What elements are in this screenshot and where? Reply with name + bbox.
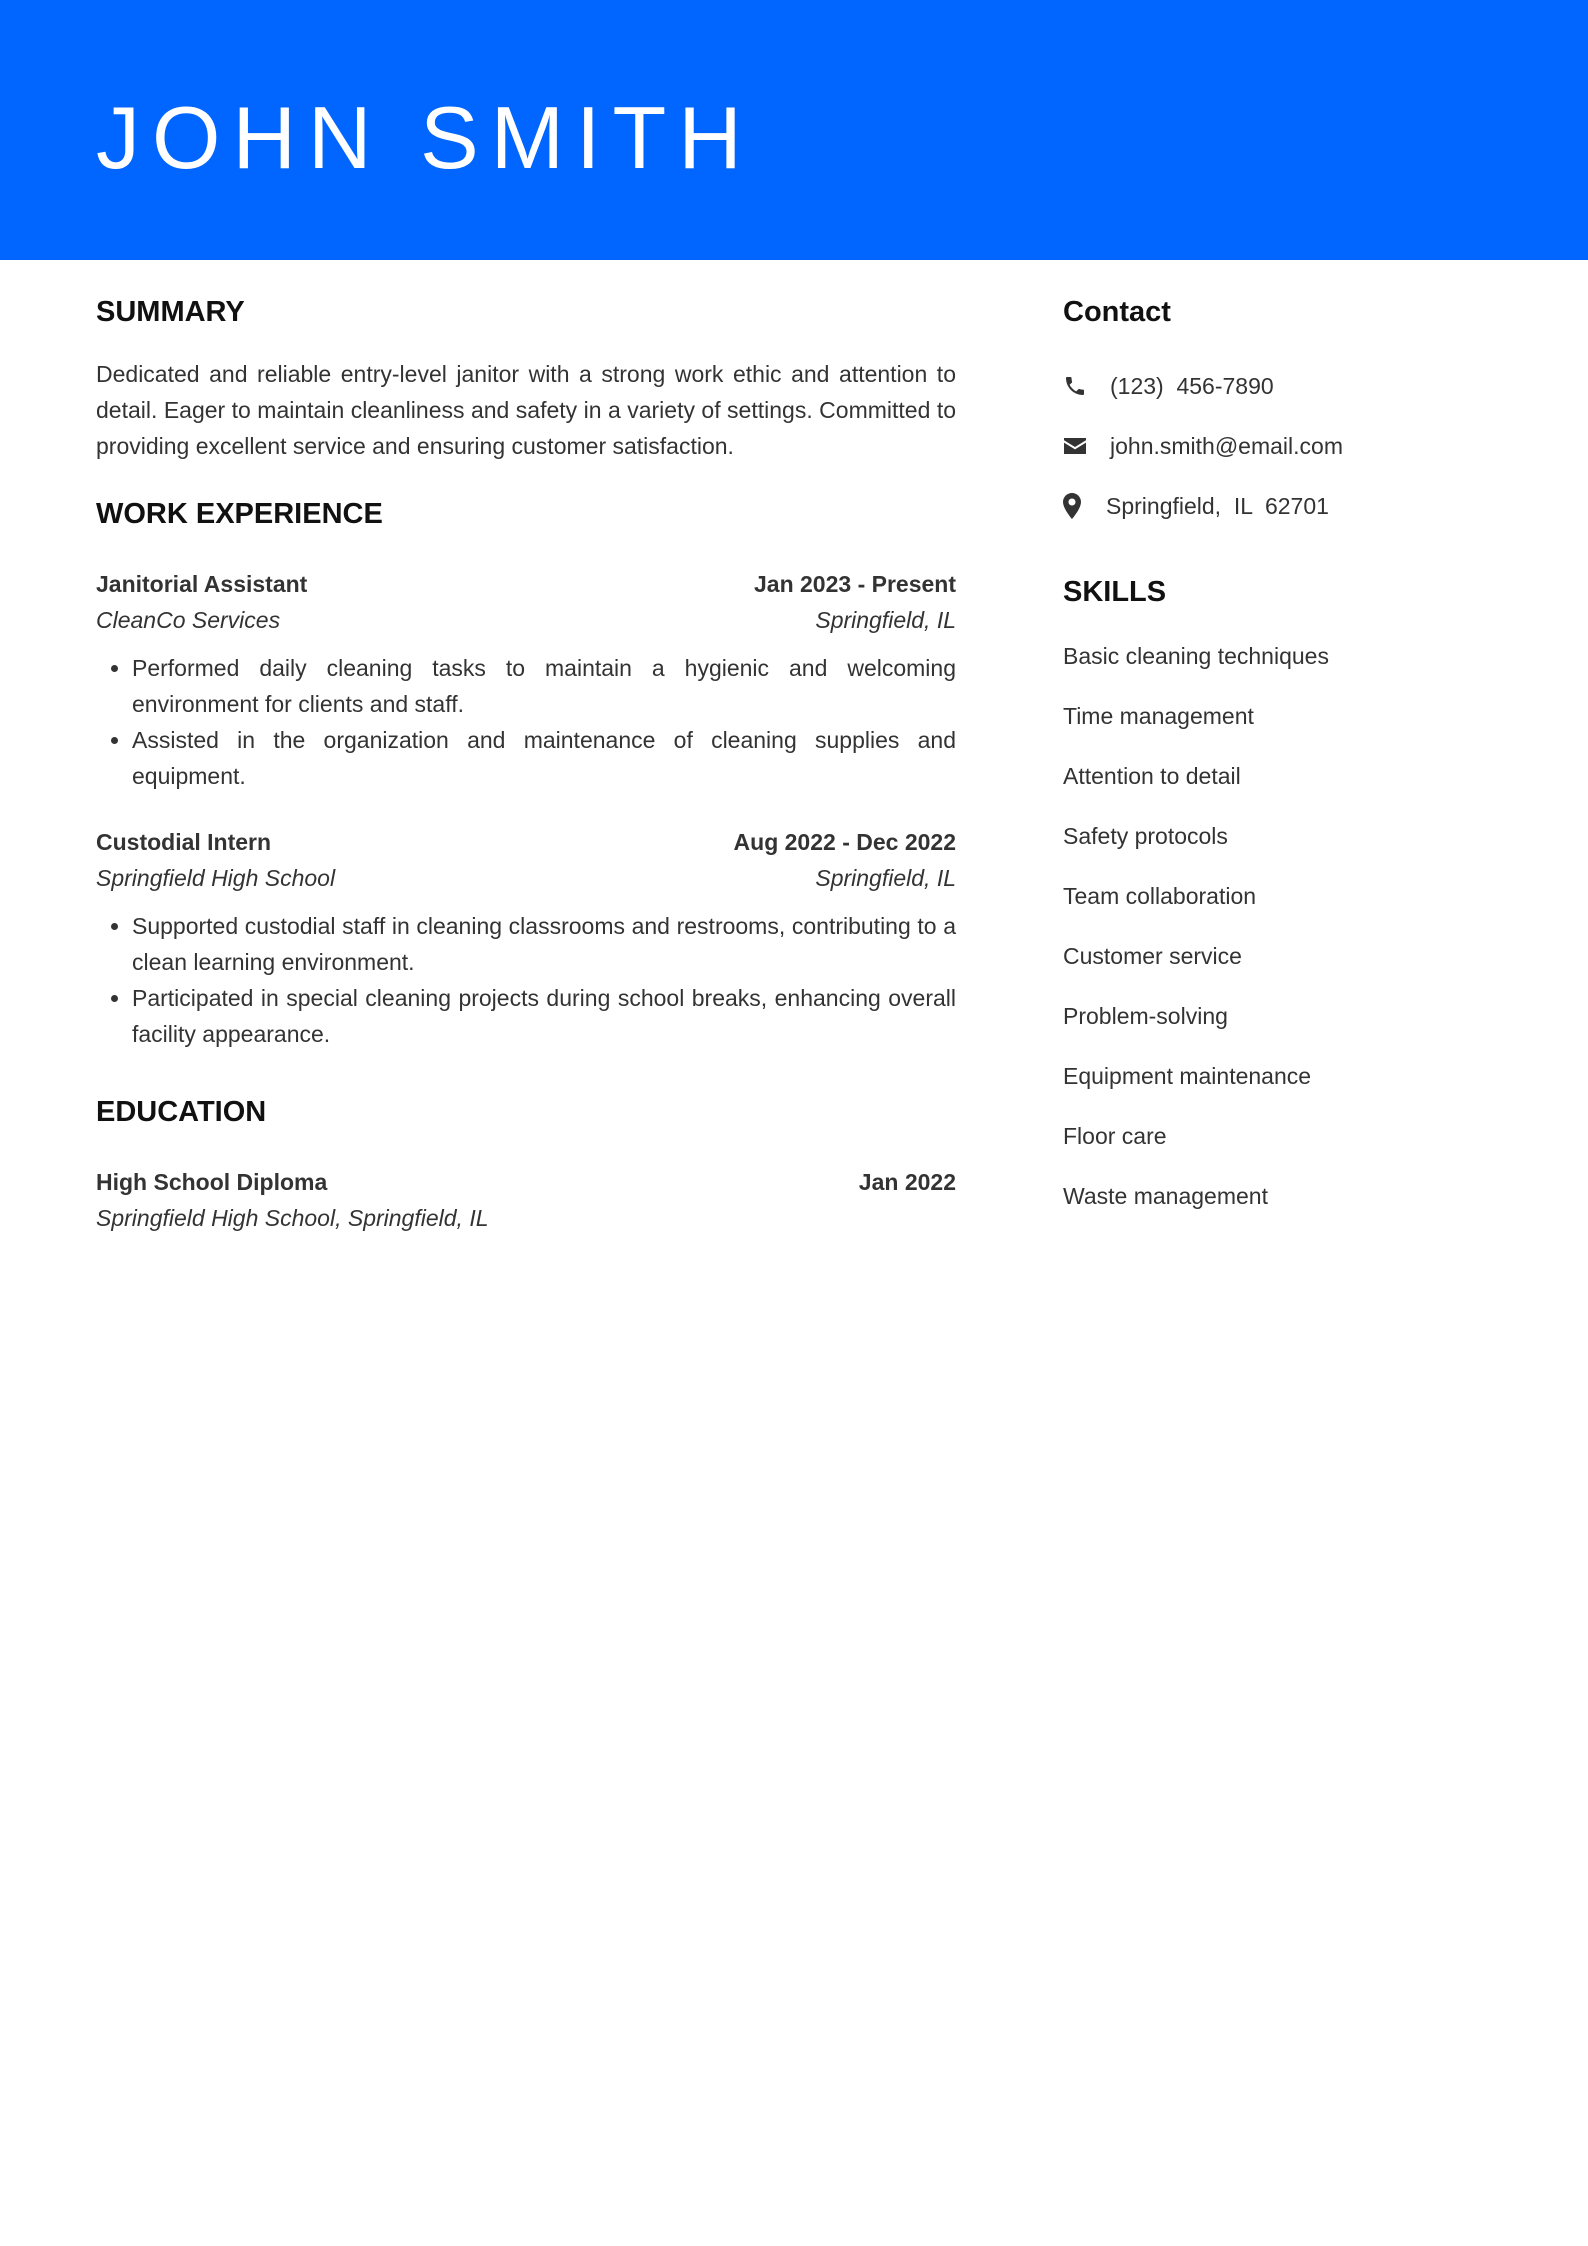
skill-item: Problem-solving [1063,1003,1228,1029]
map-marker-icon [1063,493,1089,519]
job-title: Janitorial Assistant [96,571,308,597]
skill-item: Customer service [1063,943,1242,969]
main-column [96,292,956,1236]
summary-heading: SUMMARY [96,296,245,328]
candidate-name: JOHN SMITH [96,88,754,187]
skill-item: Safety protocols [1063,823,1228,849]
job-company: CleanCo Services [96,607,281,633]
job-entry [96,824,956,1052]
education-entry [96,1164,956,1236]
skill-item: Basic cleaning techniques [1063,643,1329,669]
job-bullets [96,908,956,1052]
summary-text: Dedicated and reliable entry-level janitor with a strong work ethic and attention to detail. Eager to maintain cleanliness and safety in a variety of settings. Committed to providing excellent service and ensuring customer satisfaction. [96,361,956,459]
skill-item: Attention to detail [1063,763,1241,789]
skill-item: Floor care [1063,1123,1167,1149]
job-location: Springfield, IL [815,865,956,891]
job-company: Springfield High School [96,865,336,891]
work-experience-heading: WORK EXPERIENCE [96,498,383,530]
job-bullets [96,650,956,794]
contact-location-text: Springfield, IL 62701 [1106,492,1329,519]
job-bullet: • Assisted in the organization and maintenance of cleaning supplies and equipment. [132,722,956,794]
job-dates: Jan 2023 - Present [753,571,956,597]
education-date: Jan 2022 [858,1169,956,1195]
job-location: Springfield, IL [815,607,956,633]
skill-item: Equipment maintenance [1063,1063,1312,1089]
envelope-icon [1063,433,1089,459]
contact-heading: Contact [1063,296,1171,328]
skill-item: Waste management [1063,1183,1268,1209]
skill-item: Time management [1063,703,1254,729]
skills-heading: SKILLS [1063,576,1167,608]
job-bullet: • Participated in special cleaning projects during school breaks, enhancing overall facility appearance. [132,980,956,1052]
job-dates: Aug 2022 - Dec 2022 [733,829,956,855]
education-degree: High School Diploma [96,1169,328,1195]
contact-email-text: john.smith@email.com [1110,432,1343,459]
job-bullet: • Supported custodial staff in cleaning classrooms and restrooms, contributing to a clean learning environment. [132,908,956,980]
contact-phone-text: (123) 456-7890 [1110,372,1274,399]
job-title: Custodial Intern [96,829,272,855]
contact-phone [1063,368,1503,404]
contact-email [1063,428,1503,464]
job-entry [96,566,956,794]
education-school: Springfield High School, Springfield, IL [96,1205,489,1231]
header-banner [0,0,1588,260]
sidebar-column [1063,292,1503,1238]
skills-list [1063,638,1503,1214]
contact-location [1063,488,1503,524]
skill-item: Team collaboration [1063,883,1257,909]
education-heading: EDUCATION [96,1096,267,1128]
job-bullet: • Performed daily cleaning tasks to maintain a hygienic and welcoming environment for clients and staff. [132,650,956,722]
contact-list [1063,368,1503,524]
phone-icon [1063,373,1089,399]
